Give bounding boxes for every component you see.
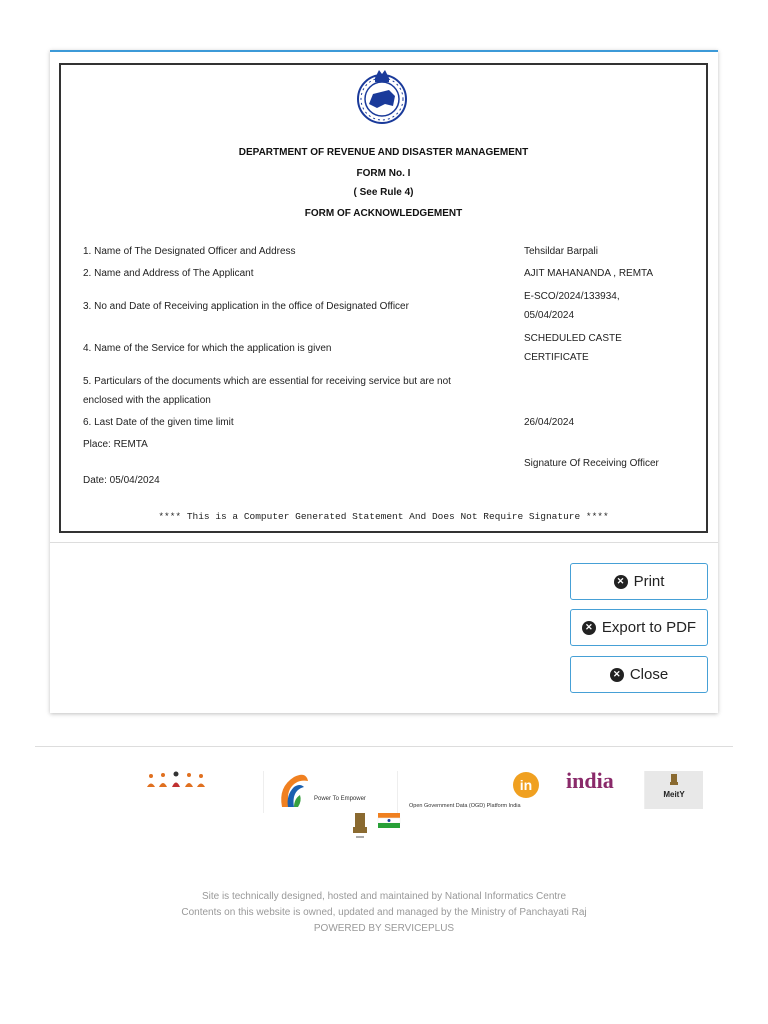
ogd-logo[interactable]: [408, 771, 545, 813]
row-2-value: AJIT MAHANANDA , REMTA: [524, 268, 654, 279]
close-button-label: Close: [629, 666, 669, 683]
row-6-label: 6. Last Date of the given time limit: [83, 417, 234, 428]
computer-generated-note: **** This is a Computer Generated Statement And Does Not Require Signature ****: [158, 511, 609, 522]
row-1-value: Tehsildar Barpali: [524, 246, 598, 257]
digital-india-logo[interactable]: [263, 771, 398, 813]
ogd-label: Open Government Data (OGD) Platform India: [409, 803, 521, 809]
footer-line-2: Contents on this website is owned, updated and managed by the Ministry of Panchayati Raj: [181, 907, 587, 918]
panchayat-logo-icon[interactable]: [145, 771, 207, 791]
india-gov-logo[interactable]: [566, 768, 628, 798]
ogd-icon: [512, 771, 540, 799]
row-4-label: 4. Name of the Service for which the application is given: [83, 343, 332, 354]
footer-line-1: Site is technically designed, hosted and maintained by National Informatics Centre: [201, 891, 567, 902]
meity-label: MeitY: [663, 790, 685, 799]
export-pdf-button-label: Export to PDF: [601, 619, 697, 636]
close-circle-icon: ✕: [582, 621, 596, 635]
row-3-value-line1: E-SCO/2024/133934,: [524, 291, 620, 302]
footer-line-3: POWERED BY SERVICEPLUS: [313, 923, 455, 934]
svg-text:in: in: [519, 777, 533, 793]
odisha-emblem-icon: [355, 68, 409, 124]
row-4-value-line2: CERTIFICATE: [524, 352, 589, 363]
close-circle-icon: ✕: [614, 575, 628, 589]
meity-logo[interactable]: [644, 771, 703, 809]
footer-divider: [35, 746, 733, 747]
row-2-label: 2. Name and Address of The Applicant: [83, 268, 254, 279]
digital-india-tagline: Power To Empower: [314, 796, 366, 802]
row-6-value: 26/04/2024: [524, 417, 575, 428]
card-divider: [50, 542, 718, 543]
row-1-label: 1. Name of The Designated Officer and Address: [83, 246, 296, 257]
form-rule: ( See Rule 4): [353, 187, 414, 198]
form-number: FORM No. I: [356, 168, 411, 179]
export-pdf-button[interactable]: [570, 609, 708, 646]
acknowledgement-card: [50, 50, 718, 713]
place-text: Place: REMTA: [83, 439, 148, 450]
print-button-label: Print: [633, 573, 665, 590]
date-text: Date: 05/04/2024: [83, 475, 160, 486]
row-5-label-line1: 5. Particulars of the documents which are essential for receiving service but are not: [83, 376, 451, 387]
print-button[interactable]: [570, 563, 708, 600]
signature-text: Signature Of Receiving Officer: [524, 458, 659, 469]
digital-india-icon: [276, 771, 312, 811]
row-4-value-line1: SCHEDULED CASTE: [524, 333, 622, 344]
row-3-label: 3. No and Date of Receiving application in the office of Designated Officer: [83, 301, 409, 312]
india-gov-label: india: [566, 768, 614, 793]
form-title: FORM OF ACKNOWLEDGEMENT: [304, 208, 463, 219]
ashoka-emblem-icon: [668, 772, 680, 786]
close-button[interactable]: [570, 656, 708, 693]
row-3-value-line2: 05/04/2024: [524, 310, 575, 321]
close-circle-icon: ✕: [610, 668, 624, 682]
department-heading: DEPARTMENT OF REVENUE AND DISASTER MANAGEMENT: [238, 147, 529, 158]
row-5-label-line2: enclosed with the application: [83, 395, 211, 406]
acknowledgement-document: [59, 63, 708, 533]
govt-emblem-flag-icon[interactable]: [350, 811, 402, 847]
